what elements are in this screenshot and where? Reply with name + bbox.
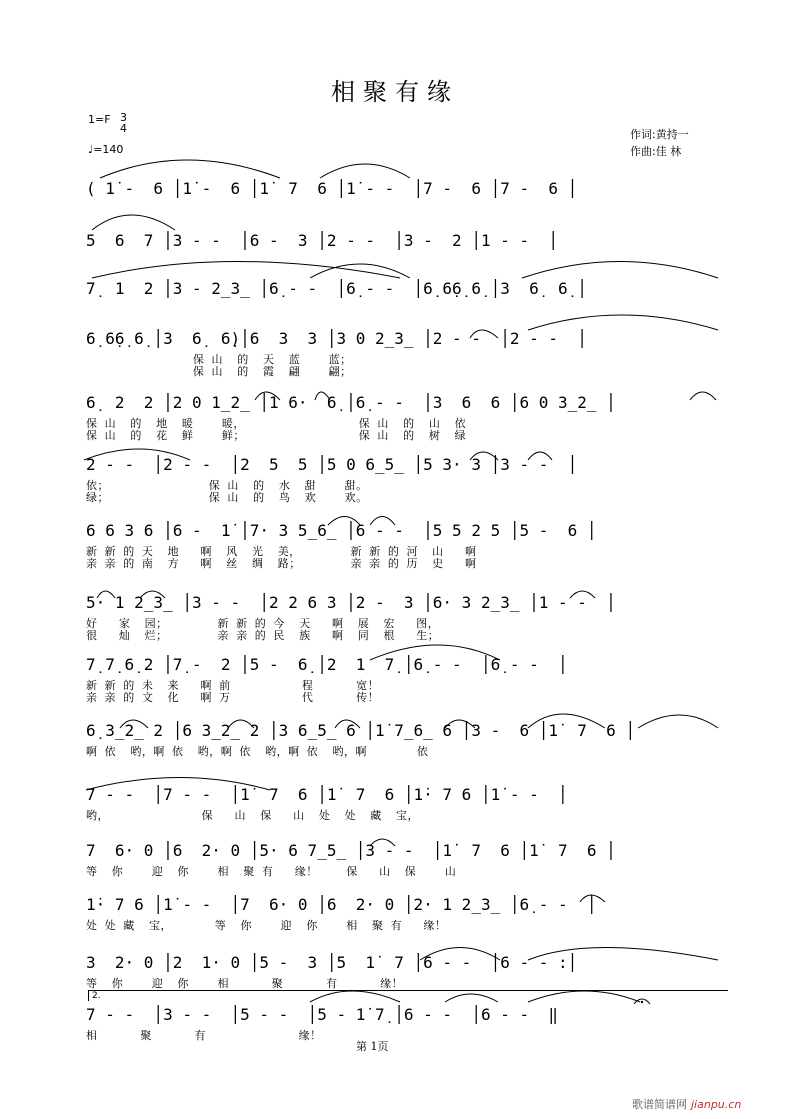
melody-line: 7 6· 0 │6 2· 0 │5· 6 7̲5̲ │3 - - │1̇ 7 6 │1̇ 7 6 │ [86, 841, 616, 860]
lyrics-verse-1: 等 你 迎 你 相 聚 有 缘！ [86, 977, 404, 990]
melody-line: 6̣ 3̲2̲ 2 │6 3̲2̲ 2 │3 6̲5̲ 6 │1̇ 7̲6̲ 6 │3 - 6 │1̇ 7 6 │ [86, 721, 636, 740]
watermark-url: jianpu.cn [691, 1098, 742, 1111]
lyrics-verse-1: 处 处 藏 宝， 等 你 迎 你 相 聚 有 缘！ [86, 919, 447, 932]
melody-line: 6̣ 2 2 │2 0 1̲2̲ │1 6· 6̣ │6̣ - - │3 6 6 │6 0 3̲2̲ │ [86, 393, 616, 412]
lyrics-verse-1: 好 家 园； 新 新 的 今 天 啊 展 宏 图， [86, 617, 440, 630]
credits [630, 126, 689, 160]
melody-line: 6̣ 6̣6̣ 6̣ │3 6̣ 6̣)│6 3 3 │3 0 2̲3̲ │2 - - │2 - - │ [86, 329, 587, 348]
lyrics-verse-1: 哟， 保 山 保 山 处 处 藏 宝， [86, 809, 420, 822]
time-signature-bottom: 4 [120, 122, 127, 135]
lyrics-verse-1: 新 新 的 未 来 啊 前 程 宽！ [86, 679, 380, 692]
watermark-text: 歌谱简谱网 [632, 1098, 687, 1111]
melody-line: 7̣ 1 2 │3 - 2̲3̲ │6̣ - - │6̣ - - │6̣ 6̣6̣ 6̣ │3 6̣ 6̣ │ [86, 279, 587, 298]
lyrics-verse-2: 亲 亲 的 文 化 啊 万 代 传！ [86, 691, 380, 704]
lyrics-verse-1: 保 山 的 地 暖 暖， 保 山 的 山 依 [86, 417, 467, 430]
watermark [632, 1096, 741, 1112]
lyrics-verse-2: 保 山 的 霞 翩 翩； [86, 365, 352, 378]
composer: 作曲:佳 林 [630, 145, 682, 158]
melody-line: 2 - - │2 - - │2 5 5 │5 0 6̲5̲ │5 3· 3 │3 - - │ [86, 455, 578, 474]
time-signature-top: 3 [120, 111, 127, 124]
page-number: 第 1页 [356, 1040, 389, 1053]
melody-line: ( 1̇ - 6 │1̇ - 6 │1̇ 7 6 │1̇ - - │7 - 6 │7 - 6 │ [86, 179, 578, 198]
key-tempo-block [88, 111, 127, 158]
melody-line: 1̇· 7 6 │1̇ - - │7 6· 0 │6 2· 0 │2· 1 2̲3̲ │6̣ - - │ [86, 895, 597, 914]
melody-line: 6 6 3 6 │6 - 1̇ │7· 3 5̲6̲ │6 - - │5 5 2 5 │5 - 6 │ [86, 521, 597, 540]
lyrics-verse-2: 很 灿 烂； 亲 亲 的 民 族 啊 同 根 生； [86, 629, 440, 642]
melody-line: 7̣ 7̣ 6̣ 2 │7̣ - 2 │5 - 6̣ │2 1 7̣ │6̣ - - │6̣ - - │ [86, 655, 568, 674]
lyrics-verse-1: 新 新 的 天 地 啊 风 光 美， 新 新 的 河 山 啊 [86, 545, 477, 558]
lyrics-verse-2: 绿； 保 山 的 鸟 欢 欢。 [86, 491, 368, 504]
lyrics-verse-1: 保 山 的 天 蓝 蓝； [86, 353, 352, 366]
melody-line: 7 - - │7 - - │1̇ 7 6 │1̇ 7 6 │1̇· 7 6 │1̇ - - │ [86, 785, 568, 804]
lyrics-verse-2: 保 山 的 花 鲜 鲜； 保 山 的 树 绿 [86, 429, 467, 442]
melody-line: 5· 1 2̲3̲ │3 - - │2 2 6 3 │2 - 3 │6· 3 2̲3̲ │1 - - │ [86, 593, 616, 612]
lyrics-verse-1: 相 聚 有 缘！ [86, 1029, 322, 1042]
key-signature: 1=F [88, 113, 111, 126]
lyrics-verse-1: 等 你 迎 你 相 聚 有 缘！ 保 山 保 山 [86, 865, 457, 878]
melody-line: 3 2· 0 │2 1· 0 │5 - 3 │5 1̇ 7 │6 - - │6 - - :│ [86, 953, 578, 972]
lyrics-verse-2: 亲 亲 的 南 方 啊 丝 绸 路； 亲 亲 的 历 史 啊 [86, 557, 477, 570]
lyrics-verse-1: 依； 保 山 的 水 甜 甜。 [86, 479, 368, 492]
melody-line: 7 - - │3 - - │5 - - │5 - 1̇ 7̣ │6 - - │6 - - ‖ [86, 1005, 559, 1024]
lyrics-verse-1: 啊 依 哟，啊 依 哟，啊 依 哟，啊 依 哟，啊 依 [86, 745, 429, 758]
melody-line: 5 6 7 │3 - - │6 - 3 │2 - - │3 - 2 │1 - - │ [86, 231, 559, 250]
time-signature [120, 112, 127, 134]
page-title: 相聚有缘 [331, 78, 459, 106]
tempo-marking: ♩=140 [88, 143, 124, 156]
lyricist: 作词:黄持一 [630, 128, 689, 141]
second-ending-bracket: 2. [88, 990, 728, 1001]
